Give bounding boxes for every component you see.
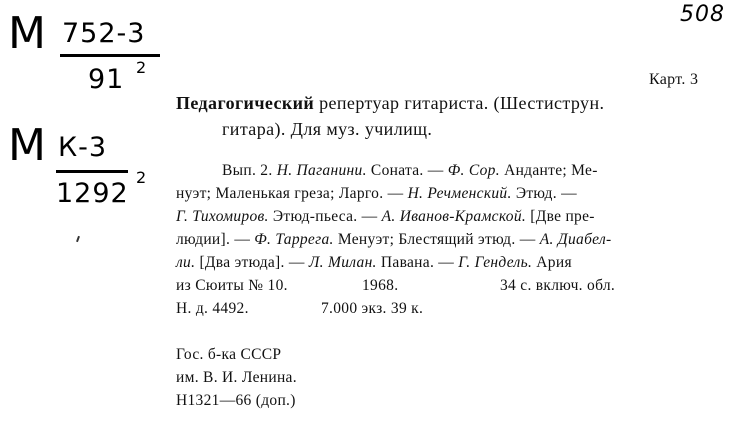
stray-mark	[76, 236, 80, 242]
handwritten-fraction-line-top	[60, 54, 160, 57]
composer-diabelli-end: ли.	[176, 254, 196, 271]
composer-diabelli: А. Диабел-	[539, 231, 612, 248]
body-l5-f: Ария	[532, 254, 572, 271]
composer-sor: Ф. Сор.	[447, 162, 500, 179]
composer-tikhomirov: Г. Тихомиров.	[176, 208, 269, 225]
library-line-3: Н1321—66 (доп.)	[176, 392, 296, 409]
composer-ivanov-kramskoy: А. Иванов-Крамской.	[381, 208, 527, 225]
library-line-2: им. В. И. Ленина.	[176, 369, 297, 386]
body-line-6-year: 1968.	[362, 277, 399, 294]
body-l4-a: людии]. —	[176, 231, 255, 248]
card-number-label: Карт. 3	[649, 71, 699, 88]
body-line-4	[176, 231, 611, 249]
card-title-rest: репертуар гитариста. (Шестиструн.	[314, 93, 605, 113]
composer-paganini: Н. Паганини.	[276, 162, 367, 179]
composer-rechmensky: Н. Речменский.	[407, 185, 512, 202]
body-line-7-run: 7.000 экз. 39 к.	[321, 300, 424, 317]
body-line-1	[222, 162, 598, 180]
handwritten-letter-bottom: М	[8, 120, 47, 171]
body-l1-c: Соната. —	[366, 162, 448, 179]
handwritten-fraction-line-bottom	[56, 170, 128, 173]
composer-milan: Л. Милан.	[308, 254, 377, 271]
handwritten-superscript-top: 2	[136, 58, 148, 77]
body-l1-a: Вып. 2.	[222, 162, 277, 179]
card-title-bold: Педагогический	[176, 93, 315, 113]
handwritten-shelfmark-bottom-denominator: 1292	[56, 178, 129, 209]
handwritten-letter-top: М	[8, 8, 47, 59]
body-line-6-source: из Сюиты № 10.	[176, 277, 288, 294]
body-line-2	[176, 185, 577, 203]
library-line-1: Гос. б-ка СССР	[176, 346, 282, 363]
body-line-7-plate: Н. д. 4492.	[176, 300, 249, 317]
body-l3-d: [Две пре-	[526, 208, 595, 225]
body-l5-d: Павана. —	[376, 254, 459, 271]
handwritten-shelfmark-top-denominator: 91	[88, 64, 125, 95]
card-title-line-1	[176, 93, 604, 114]
body-l5-b: [Два этюда]. —	[195, 254, 309, 271]
body-line-5	[176, 254, 572, 272]
body-l2-c: Этюд. —	[511, 185, 577, 202]
composer-tarrega: Ф. Таррега.	[254, 231, 334, 248]
body-l2-a: нуэт; Маленькая греза; Ларго. —	[176, 185, 408, 202]
handwritten-superscript-bottom: 2	[136, 168, 148, 187]
body-line-6-pages: 34 с. включ. обл.	[500, 277, 616, 294]
handwritten-shelfmark-top-numerator: 752-3	[62, 18, 146, 49]
card-title-line-2: гитара). Для муз. училищ.	[222, 119, 433, 139]
handwritten-shelfmark-bottom-numerator: К-3	[58, 132, 108, 163]
composer-handel: Г. Гендель.	[458, 254, 533, 271]
body-l4-c: Менуэт; Блестящий этюд. —	[333, 231, 540, 248]
body-l3-b: Этюд-пьеса. —	[268, 208, 382, 225]
body-line-3	[176, 208, 595, 226]
body-l1-e: Анданте; Ме-	[499, 162, 598, 179]
handwritten-card-number: 508	[680, 2, 725, 27]
